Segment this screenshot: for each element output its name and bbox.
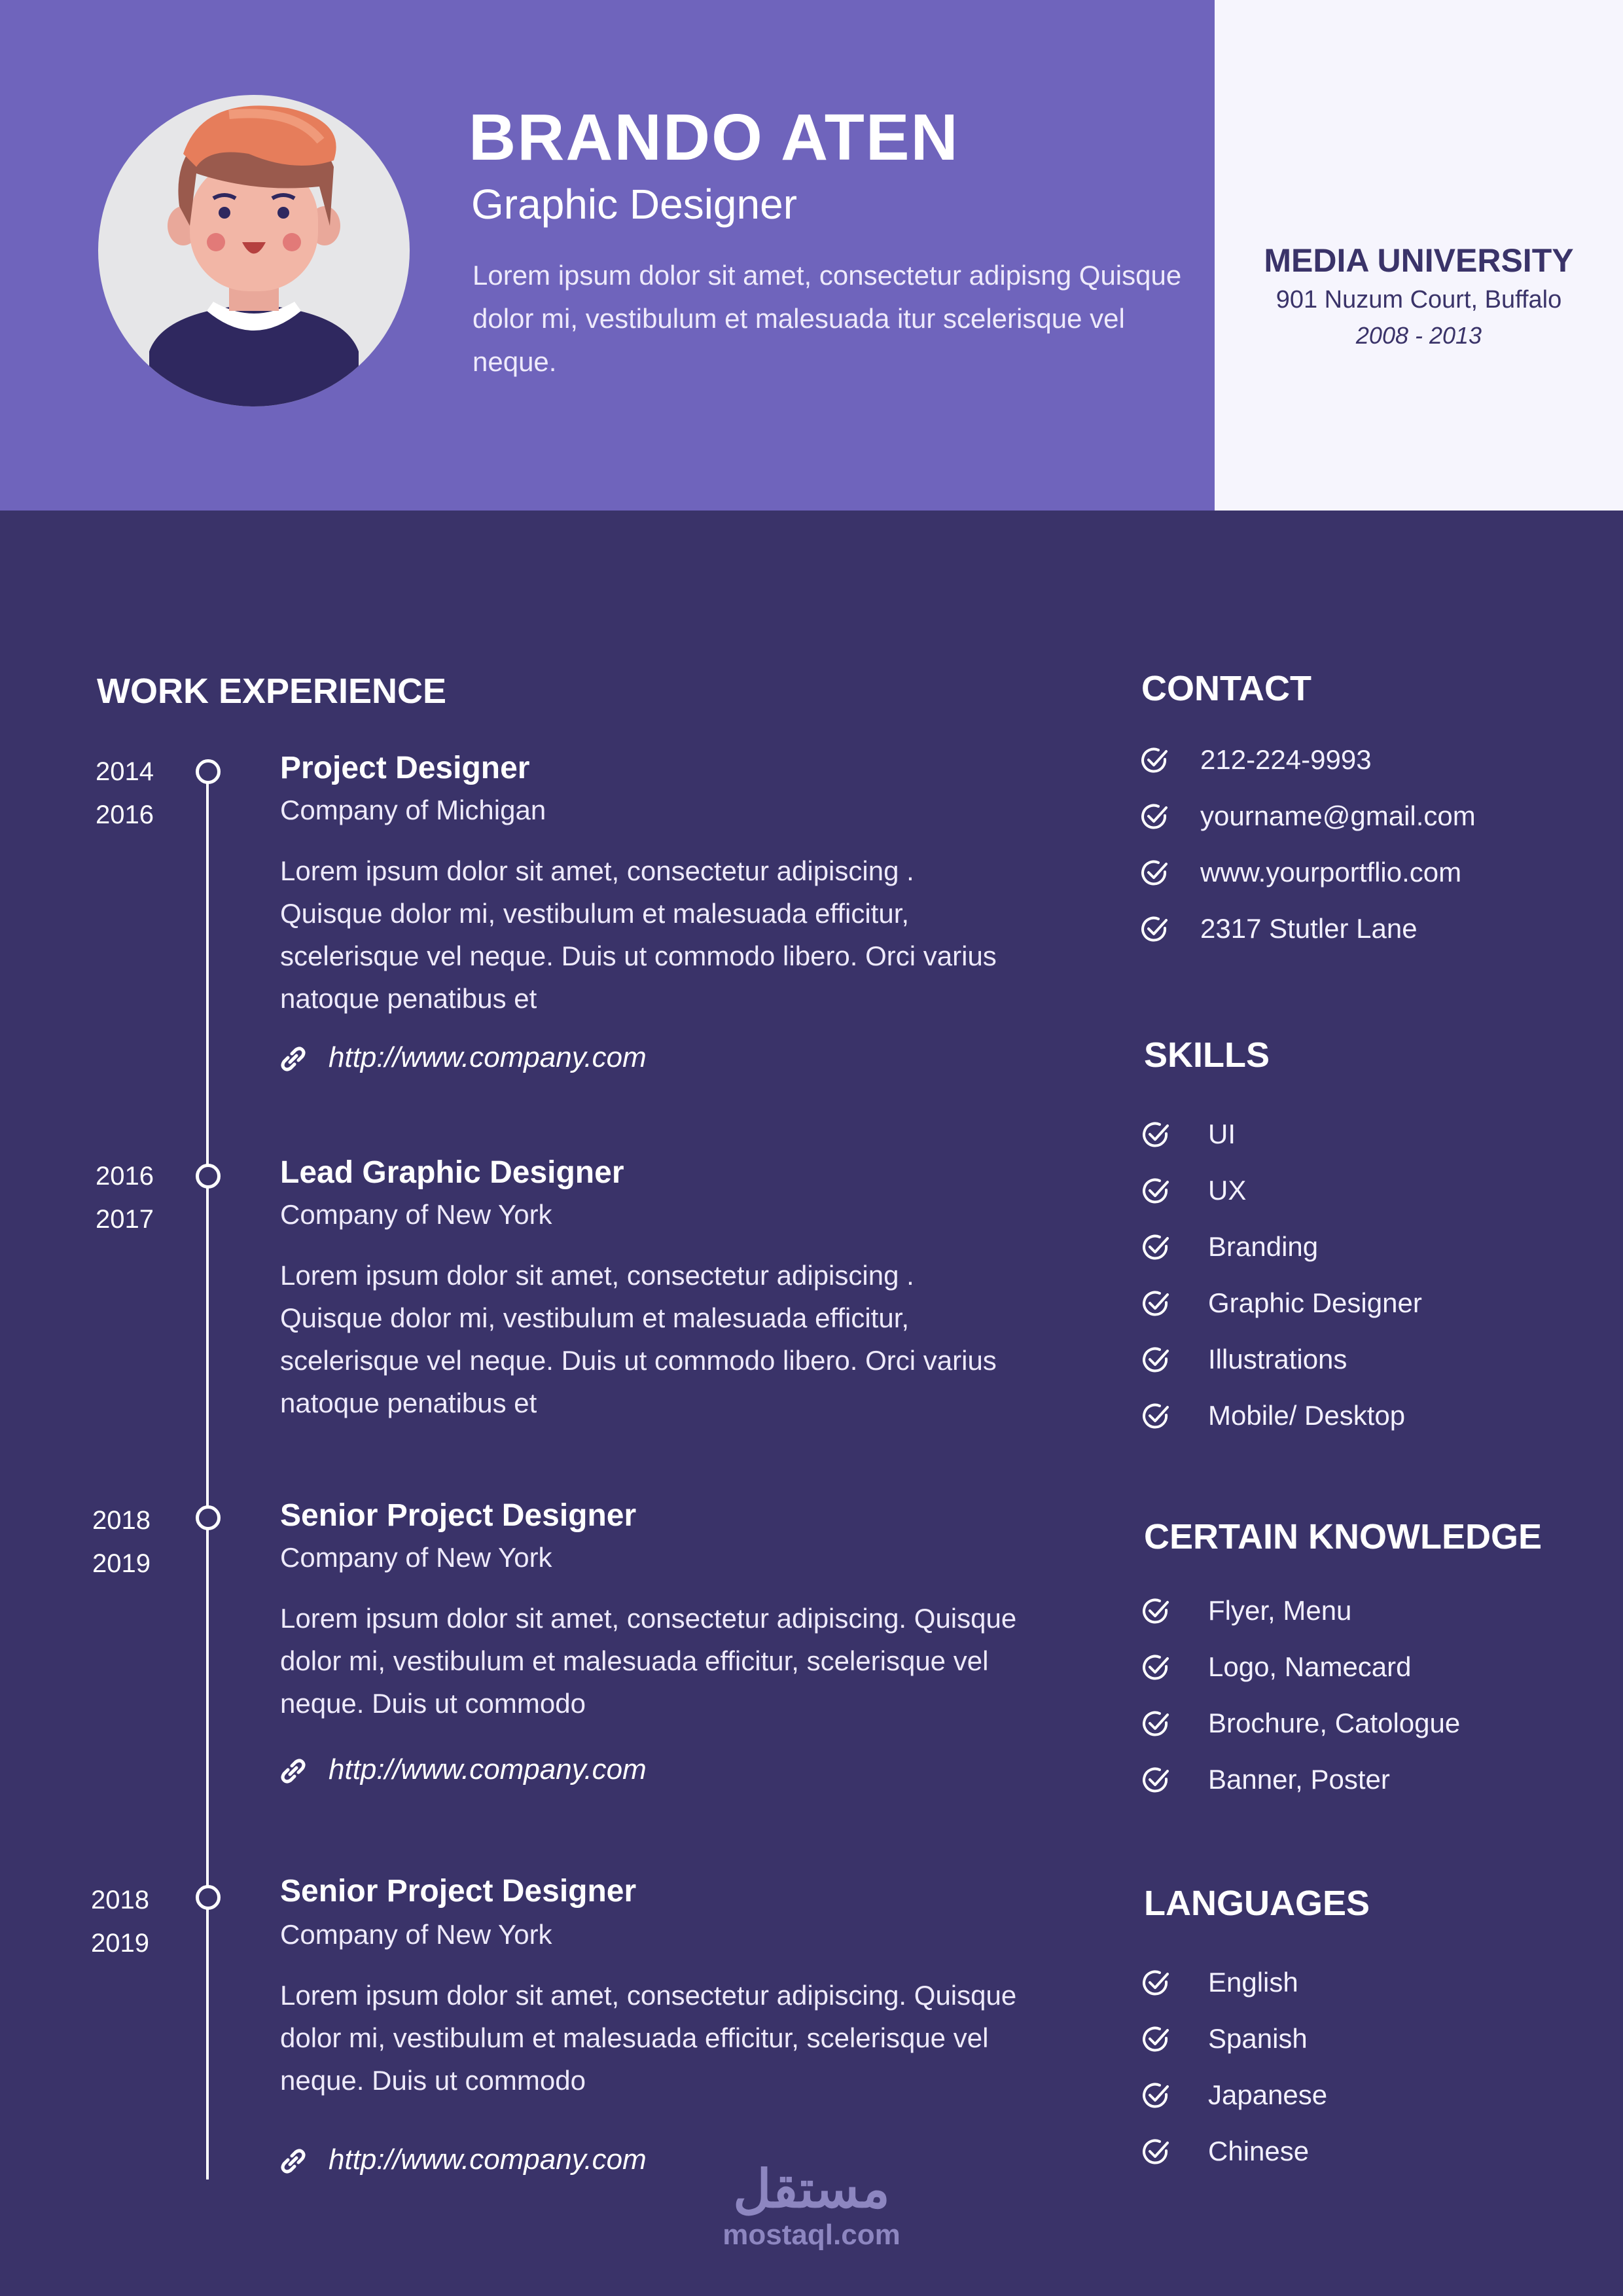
candidate-role: Graphic Designer: [471, 181, 797, 228]
job-link-text[interactable]: http://www.company.com: [329, 1041, 647, 1073]
contact-title: CONTACT: [1141, 669, 1311, 708]
timeline-dot: [196, 1505, 221, 1530]
knowledge-text: Logo, Namecard: [1208, 1651, 1412, 1682]
job-year-start: 2018: [92, 1506, 151, 1535]
timeline-dot: [196, 1164, 221, 1189]
check-circle-icon: [1141, 1402, 1170, 1431]
check-circle-icon: [1141, 1597, 1170, 1626]
check-circle-icon: [1141, 1177, 1170, 1206]
header-banner: [0, 0, 1215, 511]
job-link[interactable]: [280, 2142, 647, 2178]
job-title: Project Designer: [280, 751, 530, 785]
check-circle-icon: [1141, 2138, 1170, 2166]
knowledge-text: Brochure, Catologue: [1208, 1708, 1461, 1738]
knowledge-text: Flyer, Menu: [1208, 1595, 1352, 1626]
education-panel: [1215, 0, 1623, 511]
skill-text: Illustrations: [1208, 1344, 1347, 1374]
check-circle-icon: [1140, 802, 1169, 831]
job-company: Company of New York: [280, 1199, 552, 1230]
language-text: Chinese: [1208, 2136, 1310, 2166]
job-year-start: 2014: [96, 757, 154, 786]
check-circle-icon: [1141, 2081, 1170, 2110]
check-circle-icon: [1141, 1710, 1170, 1738]
check-circle-icon: [1140, 859, 1169, 888]
language-text: Japanese: [1208, 2079, 1328, 2110]
avatar: [98, 95, 410, 406]
job-description: Lorem ipsum dolor sit amet, consectetur adipiscing . Quisque dolor mi, vestibulum et malesuada efficitur, scelerisque vel neque. Duis ut commodo libero. Orci varius natoque penatibus et: [280, 1260, 997, 1418]
skill-text: UI: [1208, 1119, 1236, 1149]
contact-text: 212-224-9993: [1200, 744, 1372, 775]
skill-text: Graphic Designer: [1208, 1287, 1422, 1318]
knowledge-text: Banner, Poster: [1208, 1764, 1390, 1795]
job-company: Company of Michigan: [280, 795, 546, 825]
job-description: Lorem ipsum dolor sit amet, consectetur adipiscing . Quisque dolor mi, vestibulum et malesuada efficitur, scelerisque vel neque. Duis ut commodo libero. Orci varius natoque penatibus et: [280, 855, 997, 1014]
check-circle-icon: [1141, 1969, 1170, 1998]
check-circle-icon: [1141, 2025, 1170, 2054]
timeline-line: [206, 766, 209, 2179]
job-title: Senior Project Designer: [280, 1498, 637, 1533]
check-circle-icon: [1141, 1766, 1170, 1795]
link-icon: [280, 1758, 306, 1784]
job-year-end: 2019: [91, 1929, 149, 1958]
check-circle-icon: [1141, 1653, 1170, 1682]
check-circle-icon: [1141, 1233, 1170, 1262]
job-company: Company of New York: [280, 1542, 552, 1573]
check-circle-icon: [1140, 746, 1169, 775]
job-company: Company of New York: [280, 1919, 552, 1950]
timeline-dot: [196, 759, 221, 784]
contact-text: www.yourportflio.com: [1200, 857, 1462, 888]
job-title: Senior Project Designer: [280, 1874, 637, 1909]
skill-text: Branding: [1208, 1231, 1319, 1262]
check-circle-icon: [1140, 915, 1169, 944]
check-circle-icon: [1141, 1289, 1170, 1318]
check-circle-icon: [1141, 1121, 1170, 1149]
language-text: English: [1208, 1967, 1298, 1998]
job-description: Lorem ipsum dolor sit amet, consectetur adipiscing. Quisque dolor mi, vestibulum et malesuada efficitur, scelerisque vel neque. Duis ut commodo: [280, 1603, 1017, 1719]
languages-title: LANGUAGES: [1144, 1884, 1370, 1923]
language-text: Spanish: [1208, 2023, 1308, 2054]
watermark: [681, 2160, 942, 2251]
job-link[interactable]: [280, 1039, 647, 1076]
timeline-dot: [196, 1885, 221, 1910]
job-year-end: 2016: [96, 800, 154, 829]
candidate-name: BRANDO ATEN: [469, 101, 959, 174]
skill-text: UX: [1208, 1175, 1247, 1206]
job-link-text[interactable]: http://www.company.com: [329, 1753, 647, 1785]
job-link-text[interactable]: http://www.company.com: [329, 2144, 647, 2176]
watermark-text: mostaql.com: [722, 2219, 901, 2251]
job-year-end: 2019: [92, 1549, 151, 1578]
check-circle-icon: [1141, 1346, 1170, 1374]
skills-title: SKILLS: [1144, 1035, 1270, 1075]
contact-text: yourname@gmail.com: [1200, 800, 1476, 831]
school-name: MEDIA UNIVERSITY: [1264, 242, 1574, 279]
job-year-start: 2016: [96, 1162, 154, 1191]
knowledge-title: CERTAIN KNOWLEDGE: [1144, 1517, 1542, 1556]
contact-text: 2317 Stutler Lane: [1200, 913, 1418, 944]
job-year-start: 2018: [91, 1886, 149, 1914]
job-link[interactable]: [280, 1751, 647, 1788]
job-year-end: 2017: [96, 1205, 154, 1234]
work-experience-title: WORK EXPERIENCE: [97, 672, 447, 711]
watermark-logo: مستقل: [733, 2160, 890, 2218]
link-icon: [280, 1046, 306, 1072]
school-years: 2008 - 2013: [1355, 322, 1482, 349]
link-icon: [280, 2148, 306, 2174]
job-title: Lead Graphic Designer: [280, 1155, 624, 1190]
job-description: Lorem ipsum dolor sit amet, consectetur adipiscing. Quisque dolor mi, vestibulum et malesuada efficitur, scelerisque vel neque. Duis ut commodo: [280, 1980, 1017, 2096]
school-address: 901 Nuzum Court, Buffalo: [1275, 286, 1562, 314]
profile-summary: Lorem ipsum dolor sit amet, consectetur adipisng Quisque dolor mi, vestibulum et malesuada itur scelerisque vel neque.: [473, 260, 1182, 377]
skill-text: Mobile/ Desktop: [1208, 1400, 1406, 1431]
